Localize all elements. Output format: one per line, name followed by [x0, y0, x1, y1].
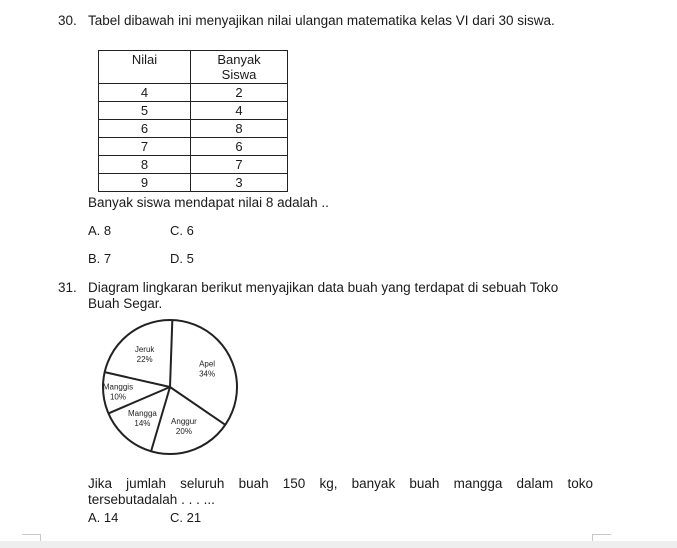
pie-label-jeruk: Jeruk	[134, 345, 155, 355]
table-row: 9 3	[99, 174, 288, 192]
pie-label-mangga: Mangga	[127, 409, 157, 419]
table-row: 5 4	[99, 102, 288, 120]
option-a[interactable]: A. 8	[88, 223, 112, 238]
page-corner-left	[22, 534, 41, 541]
option-a-31[interactable]: A. 14	[88, 510, 119, 525]
table-row: 4 2	[99, 84, 288, 102]
pie-value-jeruk: 22%	[136, 355, 153, 365]
table-header-row	[99, 51, 288, 84]
pie-value-anggur: 20%	[175, 427, 192, 437]
option-d[interactable]: D. 5	[170, 251, 194, 266]
grades-table	[98, 50, 288, 192]
pie-label-anggur: Anggur	[171, 417, 197, 427]
page-corner-right	[592, 534, 611, 541]
question-31-text-line1: Diagram lingkaran berikut menyajikan data buah yang terdapat di sebuah Toko	[88, 280, 559, 295]
question-31-text-line2: Buah Segar.	[88, 296, 163, 311]
pie-value-manggis: 10%	[109, 392, 126, 402]
question-30-number: 30.	[58, 13, 77, 28]
question-31-prompt-line1: Jika jumlah seluruh buah 150 kg, banyak buah mangga dalam toko	[88, 476, 593, 491]
pie-value-mangga: 14%	[134, 419, 151, 429]
pie-label-apel: Apel	[199, 359, 216, 369]
question-30-prompt: Banyak siswa mendapat nilai 8 adalah ..	[88, 195, 329, 210]
table-row: 7 6	[99, 138, 288, 156]
option-c[interactable]: C. 6	[170, 223, 194, 238]
header-nilai: Nilai	[99, 51, 191, 84]
question-31-number: 31.	[58, 280, 77, 295]
option-c-31[interactable]: C. 21	[170, 510, 202, 525]
question-31-prompt-line2: tersebutadalah . . . ...	[88, 492, 215, 507]
question-30-text: Tabel dibawah ini menyajikan nilai ulangan matematika kelas VI dari 30 siswa.	[88, 13, 555, 28]
pie-label-manggis: Manggis	[102, 382, 134, 392]
option-b[interactable]: B. 7	[88, 251, 112, 266]
fruit-pie-chart	[100, 312, 250, 462]
table-row: 6 8	[99, 120, 288, 138]
pie-value-apel: 34%	[199, 369, 216, 379]
header-banyak-siswa: Banyak Siswa	[191, 51, 288, 84]
table-row: 8 7	[99, 156, 288, 174]
page-bottom-edge	[0, 541, 677, 548]
